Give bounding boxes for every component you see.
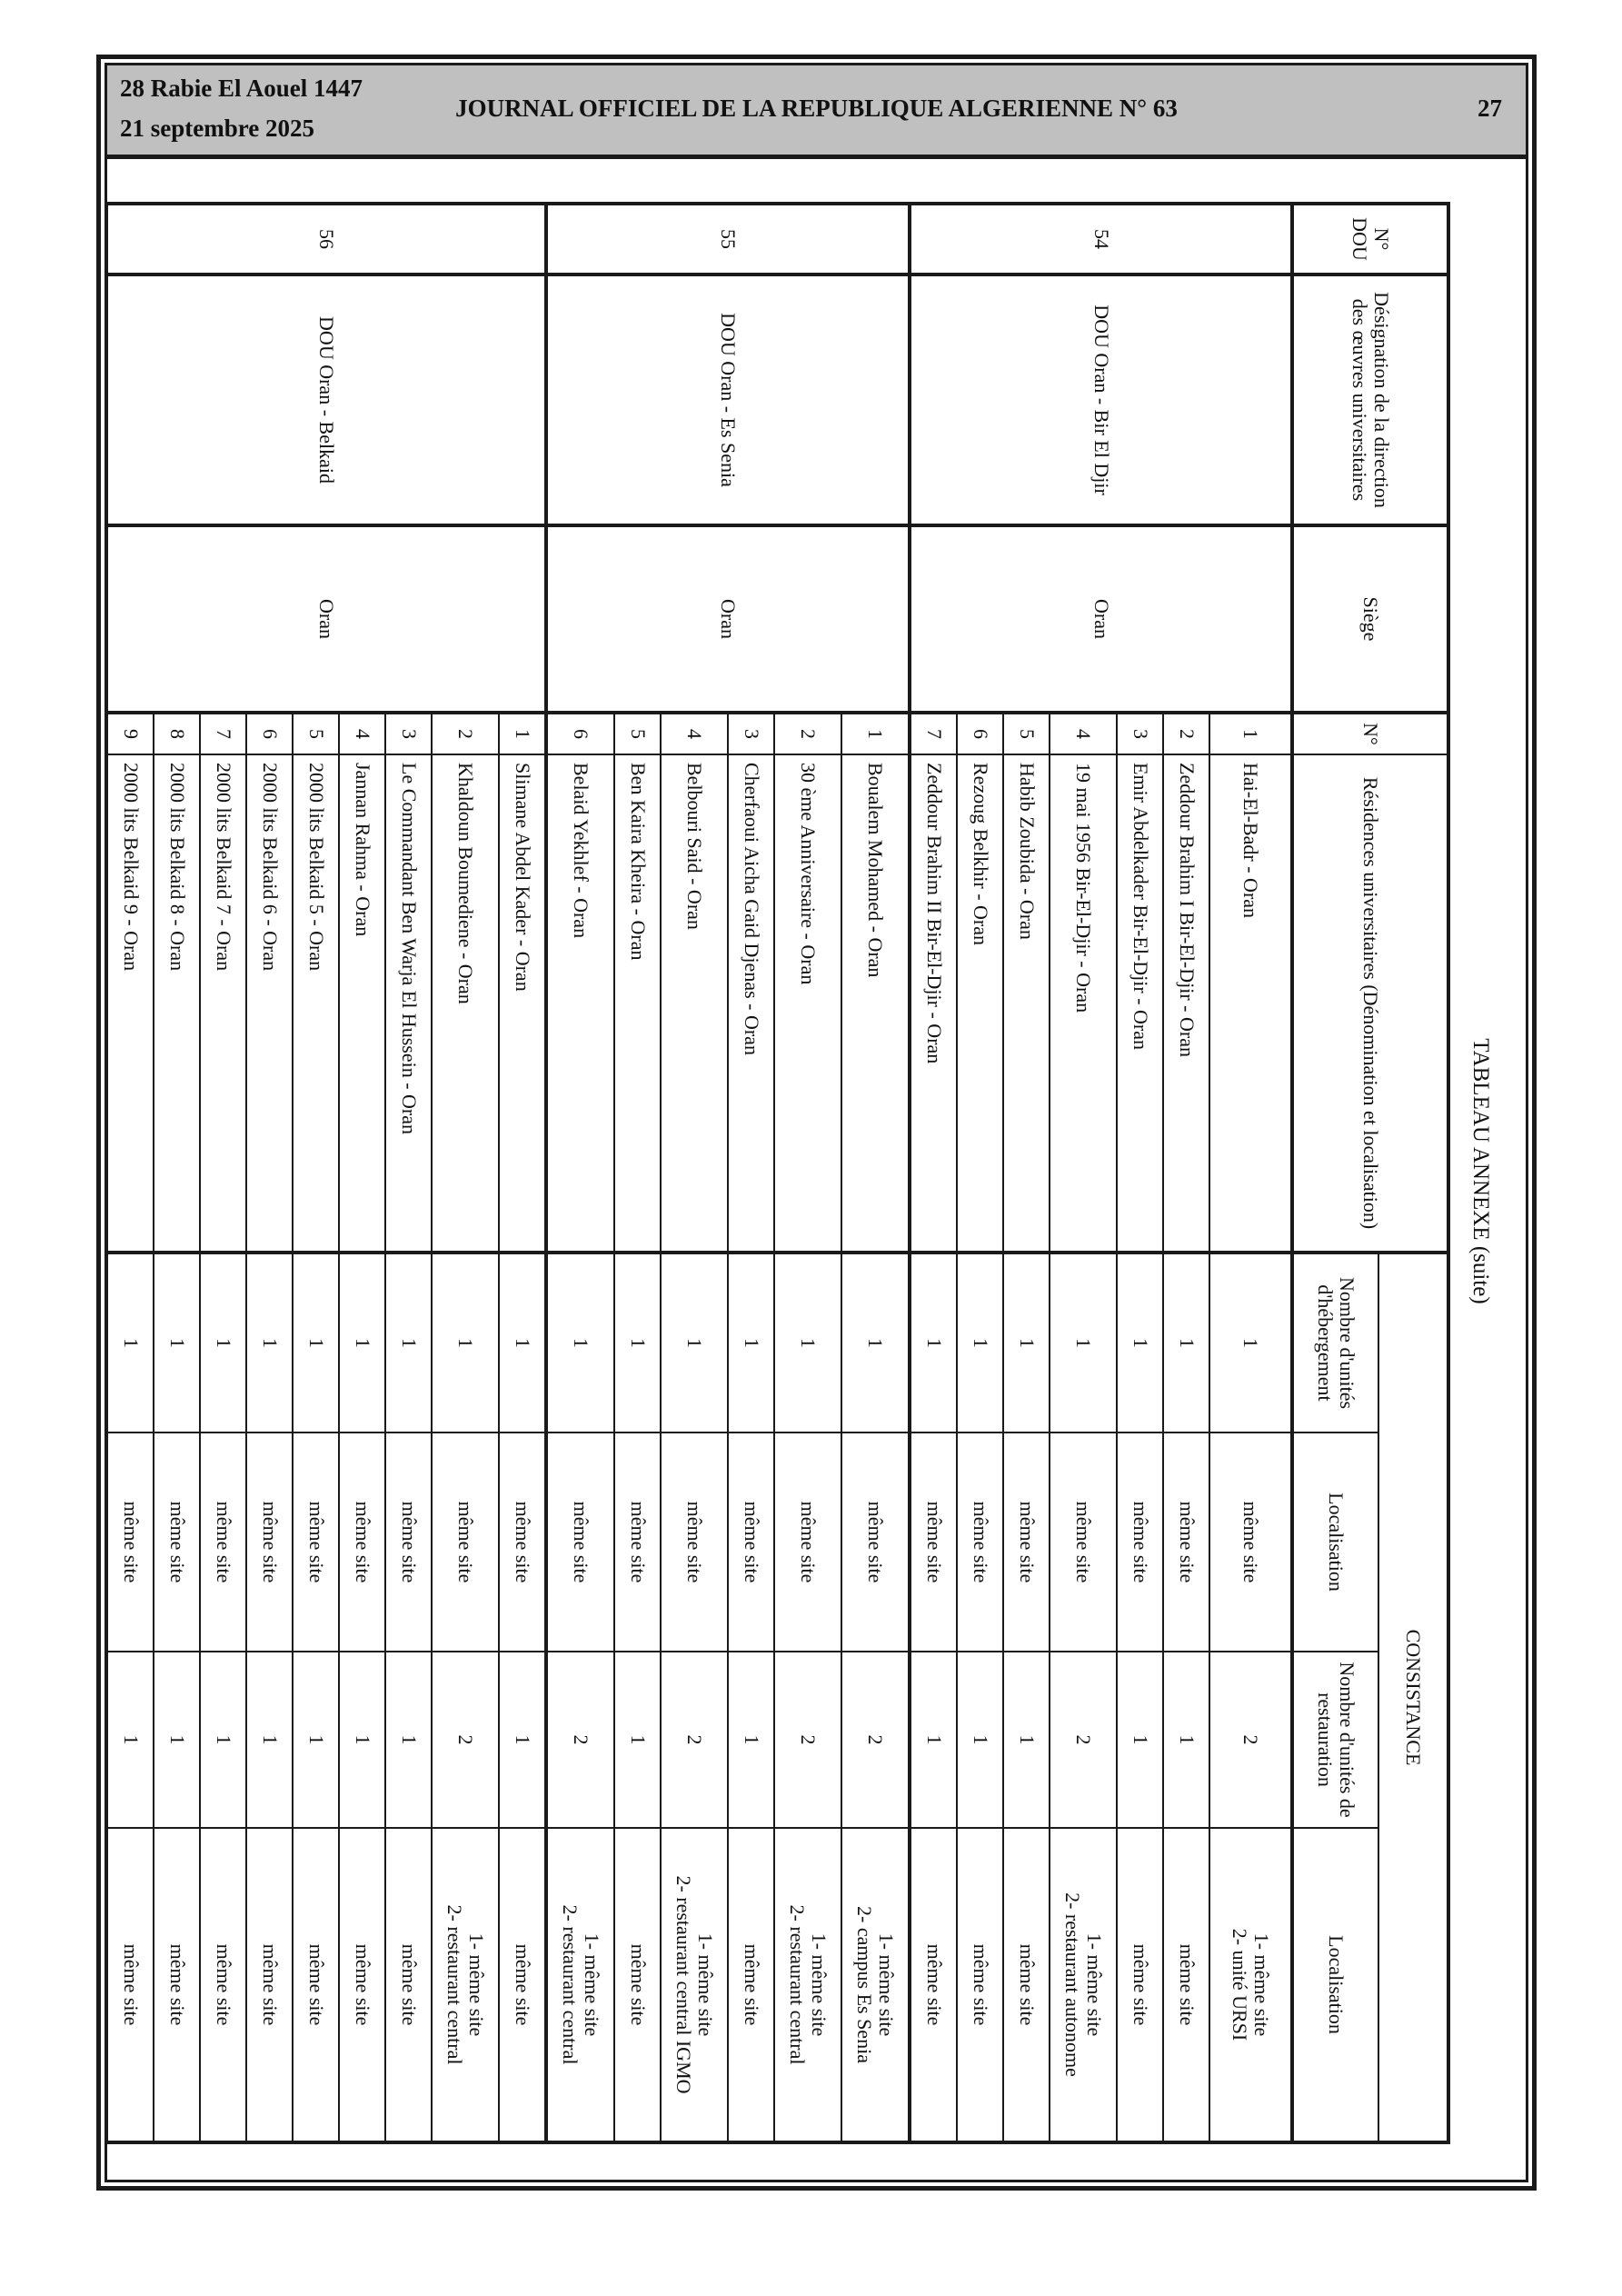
restauration-count: 2: [1050, 1652, 1117, 1828]
header-page-number: 27: [1478, 95, 1502, 122]
rotated-table-container: [119, 202, 1510, 2141]
residence-number: 6: [957, 713, 1003, 754]
hebergement-count: 1: [154, 1253, 200, 1433]
restauration-localisation: [1003, 1828, 1050, 2142]
table-row: [499, 204, 546, 2142]
residence-number: 5: [614, 713, 661, 754]
col-header-num-dou: N° DOU: [1292, 204, 1448, 275]
residence-number: 4: [339, 713, 385, 754]
restauration-count: 2: [774, 1652, 841, 1828]
col-header-localisation-hebergement: Localisation: [1292, 1433, 1378, 1652]
localisation-line: 2- restaurant autonome: [1061, 1892, 1084, 2077]
localisation-line: même site: [1129, 1943, 1152, 2026]
residence-name: 2000 lits Belkaid 7 - Oran: [200, 754, 246, 1253]
restauration-count: 1: [106, 1652, 154, 1828]
restauration-count: 1: [1117, 1652, 1163, 1828]
restauration-count: 1: [246, 1652, 293, 1828]
hebergement-localisation: même site: [1117, 1433, 1163, 1652]
localisation-line: même site: [1175, 1943, 1199, 2026]
restauration-localisation: [246, 1828, 293, 2142]
residence-name: Cherfaoui Aicha Gaid Djenas - Oran: [728, 754, 774, 1253]
dou-designation: DOU Oran - Es Senia: [546, 275, 910, 525]
localisation-line: 2- restaurant central: [786, 1904, 809, 2065]
residence-number: 4: [661, 713, 728, 754]
localisation-line: 2- restaurant central: [559, 1904, 582, 2065]
restauration-count: 1: [385, 1652, 432, 1828]
hebergement-count: 1: [1050, 1253, 1117, 1433]
restauration-count: 2: [546, 1652, 614, 1828]
residence-number: 7: [200, 713, 246, 754]
restauration-localisation: [293, 1828, 339, 2142]
dou-siege: Oran: [106, 525, 546, 713]
col-header-residences: Résidences universitaires (Dénomination et localisation): [1292, 754, 1448, 1253]
dou-designation: DOU Oran - Belkaid: [106, 275, 546, 525]
residence-number: 3: [728, 713, 774, 754]
hebergement-count: 1: [1003, 1253, 1050, 1433]
restauration-count: 1: [910, 1652, 957, 1828]
annex-table-body: [106, 204, 1292, 2142]
residence-name: Le Commandant Ben Warja El Hussein - Oran: [385, 754, 432, 1253]
hebergement-localisation: même site: [339, 1433, 385, 1652]
localisation-line: même site: [511, 1943, 534, 2026]
residence-name: Boualem Mohamed - Oran: [841, 754, 910, 1253]
hebergement-count: 1: [339, 1253, 385, 1433]
hebergement-localisation: même site: [1050, 1433, 1117, 1652]
restauration-localisation: [106, 1828, 154, 2142]
restauration-count: 1: [957, 1652, 1003, 1828]
residence-name: Rezoug Belkhir - Oran: [957, 754, 1003, 1253]
dou-siege: Oran: [546, 525, 910, 713]
residence-number: 1: [1209, 713, 1292, 754]
localisation-line: même site: [351, 1943, 374, 2026]
hebergement-count: 1: [1209, 1253, 1292, 1433]
residence-name: Jannan Rahma - Oran: [339, 754, 385, 1253]
restauration-localisation: [200, 1828, 246, 2142]
residence-number: 8: [154, 713, 200, 754]
hebergement-localisation: même site: [293, 1433, 339, 1652]
table-row: [1209, 204, 1292, 2142]
residence-number: 6: [246, 713, 293, 754]
restauration-localisation: [1209, 1828, 1292, 2142]
dou-siege: Oran: [910, 525, 1292, 713]
residence-name: Belaid Yekhlef - Oran: [546, 754, 614, 1253]
col-header-nb-hebergement: Nombre d'unités d'hébergement: [1292, 1253, 1378, 1433]
restauration-count: 2: [841, 1652, 910, 1828]
hebergement-localisation: même site: [728, 1433, 774, 1652]
residence-name: Hai-El-Badr - Oran: [1209, 754, 1292, 1253]
localisation-line: même site: [922, 1943, 946, 2026]
residence-name: 2000 lits Belkaid 9 - Oran: [106, 754, 154, 1253]
localisation-line: 2- campus Es Senia: [853, 1906, 876, 2063]
hebergement-localisation: même site: [499, 1433, 546, 1652]
hebergement-localisation: même site: [1003, 1433, 1050, 1652]
hebergement-count: 1: [910, 1253, 957, 1433]
restauration-count: 1: [728, 1652, 774, 1828]
hebergement-localisation: même site: [910, 1433, 957, 1652]
restauration-localisation: [614, 1828, 661, 2142]
hebergement-localisation: même site: [106, 1433, 154, 1652]
col-header-consistance: CONSISTANCE: [1378, 1253, 1448, 2142]
residence-name: Emir Abdelkader Bir-El-Djir - Oran: [1117, 754, 1163, 1253]
hebergement-count: 1: [841, 1253, 910, 1433]
restauration-localisation: [339, 1828, 385, 2142]
annex-table: [104, 202, 1450, 2144]
localisation-line: 1- même site: [808, 1932, 831, 2037]
restauration-count: 1: [499, 1652, 546, 1828]
hebergement-count: 1: [200, 1253, 246, 1433]
restauration-count: 1: [200, 1652, 246, 1828]
residence-number: 3: [1117, 713, 1163, 754]
residence-name: Zeddour Brahim II Bir-El-Djir - Oran: [910, 754, 957, 1253]
col-header-num: N°: [1292, 713, 1448, 754]
residence-name: Zeddour Brahim I Bir-El-Djir - Oran: [1163, 754, 1209, 1253]
residence-name: Ben Kaira Kheira - Oran: [614, 754, 661, 1253]
localisation-line: même site: [165, 1943, 189, 2026]
restauration-count: 2: [432, 1652, 499, 1828]
localisation-line: 2- unité URSI: [1229, 1928, 1251, 2041]
hebergement-count: 1: [546, 1253, 614, 1433]
localisation-line: même site: [397, 1943, 421, 2026]
localisation-line: même site: [740, 1943, 763, 2026]
restauration-localisation: [154, 1828, 200, 2142]
hebergement-count: 1: [957, 1253, 1003, 1433]
restauration-localisation: [661, 1828, 728, 2142]
localisation-line: 1- même site: [1250, 1932, 1274, 2037]
localisation-line: 2- restaurant central: [443, 1904, 466, 2065]
hebergement-count: 1: [293, 1253, 339, 1433]
hebergement-localisation: même site: [774, 1433, 841, 1652]
hebergement-localisation: même site: [432, 1433, 499, 1652]
hebergement-localisation: même site: [154, 1433, 200, 1652]
restauration-count: 2: [661, 1652, 728, 1828]
restauration-localisation: [957, 1828, 1003, 2142]
residence-name: 2000 lits Belkaid 8 - Oran: [154, 754, 200, 1253]
table-row: [841, 204, 910, 2142]
restauration-localisation: [385, 1828, 432, 2142]
localisation-line: 1- même site: [1083, 1932, 1107, 2037]
restauration-count: 1: [339, 1652, 385, 1828]
localisation-line: 1- même site: [875, 1932, 899, 2037]
residence-name: 2000 lits Belkaid 6 - Oran: [246, 754, 293, 1253]
restauration-localisation: [499, 1828, 546, 2142]
residence-number: 6: [546, 713, 614, 754]
hebergement-count: 1: [385, 1253, 432, 1433]
restauration-count: 2: [1209, 1652, 1292, 1828]
residence-number: 2: [432, 713, 499, 754]
restauration-count: 1: [1163, 1652, 1209, 1828]
hebergement-count: 1: [432, 1253, 499, 1433]
restauration-localisation: [910, 1828, 957, 2142]
residence-name: Khaldoun Boumediene - Oran: [432, 754, 499, 1253]
residence-name: 30 ème Anniversaire - Oran: [774, 754, 841, 1253]
restauration-count: 1: [293, 1652, 339, 1828]
localisation-line: même site: [626, 1943, 650, 2026]
localisation-line: même site: [258, 1943, 282, 2026]
localisation-line: 1- même site: [694, 1932, 718, 2037]
residence-name: Slimane Abdel Kader - Oran: [499, 754, 546, 1253]
restauration-localisation: [1050, 1828, 1117, 2142]
restauration-localisation: [546, 1828, 614, 2142]
localisation-line: 1- même site: [465, 1932, 489, 2037]
restauration-count: 1: [614, 1652, 661, 1828]
journal-header: [107, 65, 1526, 159]
localisation-line: 1- même site: [581, 1932, 604, 2037]
dou-number: 55: [546, 204, 910, 275]
restauration-localisation: [774, 1828, 841, 2142]
dou-number: 56: [106, 204, 546, 275]
hebergement-localisation: même site: [1209, 1433, 1292, 1652]
table-title: TABLEAU ANNEXE (suite): [1468, 1038, 1493, 1304]
hebergement-localisation: même site: [200, 1433, 246, 1652]
col-header-siege: Siège: [1292, 525, 1448, 713]
restauration-localisation: [1163, 1828, 1209, 2142]
residence-name: Belbouri Said - Oran: [661, 754, 728, 1253]
hebergement-localisation: même site: [841, 1433, 910, 1652]
localisation-line: même site: [304, 1943, 328, 2026]
residence-name: 2000 lits Belkaid 5 - Oran: [293, 754, 339, 1253]
residence-number: 1: [841, 713, 910, 754]
dou-designation: DOU Oran - Bir El Djir: [910, 275, 1292, 525]
hebergement-localisation: même site: [246, 1433, 293, 1652]
header-journal-title: JOURNAL OFFICIEL DE LA REPUBLIQUE ALGERIENNE N° 63: [455, 95, 1178, 122]
localisation-line: 2- restaurant central IGMO: [672, 1875, 695, 2094]
localisation-line: même site: [969, 1943, 992, 2026]
header-date-gregorian: 21 septembre 2025: [120, 115, 314, 142]
hebergement-localisation: même site: [614, 1433, 661, 1652]
residence-number: 5: [293, 713, 339, 754]
hebergement-count: 1: [1117, 1253, 1163, 1433]
hebergement-localisation: même site: [546, 1433, 614, 1652]
residence-number: 5: [1003, 713, 1050, 754]
restauration-count: 1: [1003, 1652, 1050, 1828]
hebergement-localisation: même site: [1163, 1433, 1209, 1652]
hebergement-count: 1: [246, 1253, 293, 1433]
dou-number: 54: [910, 204, 1292, 275]
col-header-localisation-restauration: Localisation: [1292, 1828, 1378, 2142]
hebergement-count: 1: [499, 1253, 546, 1433]
residence-number: 2: [1163, 713, 1209, 754]
hebergement-count: 1: [106, 1253, 154, 1433]
restauration-localisation: [432, 1828, 499, 2142]
restauration-count: 1: [154, 1652, 200, 1828]
residence-number: 1: [499, 713, 546, 754]
localisation-line: même site: [119, 1943, 143, 2026]
residence-number: 3: [385, 713, 432, 754]
col-header-nb-restauration: Nombre d'unités de restauration: [1292, 1652, 1378, 1828]
residence-name: 19 mai 1956 Bir-El-Djir - Oran: [1050, 754, 1117, 1253]
hebergement-count: 1: [774, 1253, 841, 1433]
restauration-localisation: [841, 1828, 910, 2142]
residence-number: 7: [910, 713, 957, 754]
hebergement-localisation: même site: [385, 1433, 432, 1652]
localisation-line: même site: [212, 1943, 235, 2026]
hebergement-count: 1: [661, 1253, 728, 1433]
restauration-localisation: [728, 1828, 774, 2142]
residence-number: 2: [774, 713, 841, 754]
col-header-designation: Désignation de la direction des œuvres universitaires: [1292, 275, 1448, 525]
residence-name: Habib Zoubida - Oran: [1003, 754, 1050, 1253]
header-date-hijri: 28 Rabie El Aouel 1447: [120, 75, 363, 102]
hebergement-count: 1: [614, 1253, 661, 1433]
localisation-line: même site: [1015, 1943, 1039, 2026]
hebergement-localisation: même site: [957, 1433, 1003, 1652]
residence-number: 4: [1050, 713, 1117, 754]
hebergement-count: 1: [728, 1253, 774, 1433]
hebergement-count: 1: [1163, 1253, 1209, 1433]
residence-number: 9: [106, 713, 154, 754]
hebergement-localisation: même site: [661, 1433, 728, 1652]
restauration-localisation: [1117, 1828, 1163, 2142]
